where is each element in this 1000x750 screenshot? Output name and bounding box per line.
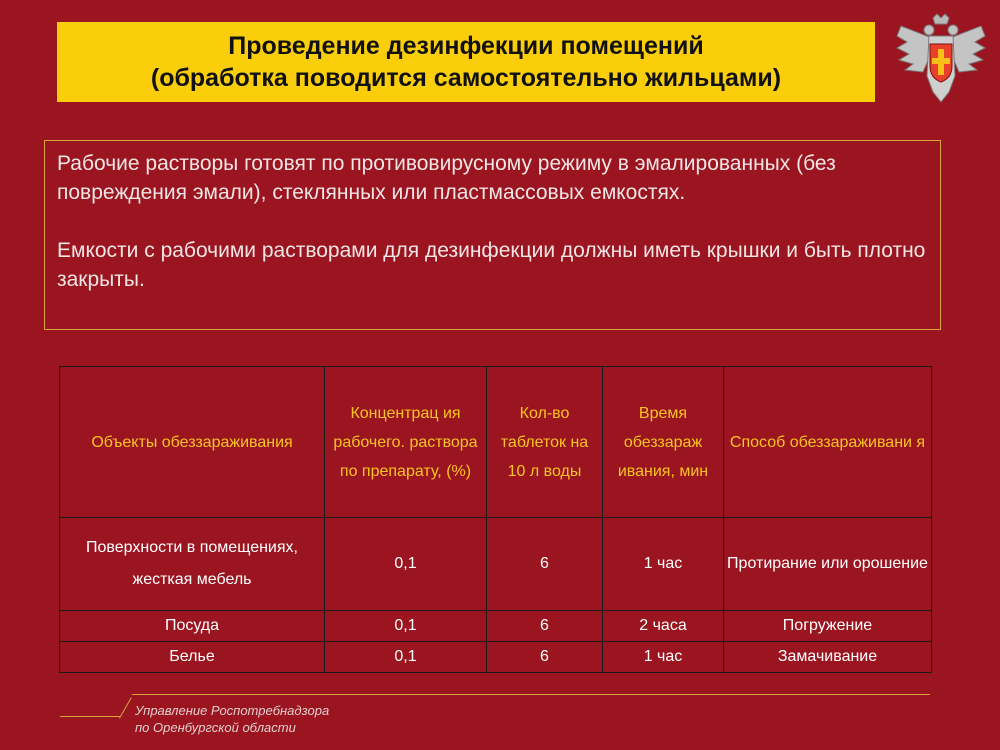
cell-time: 1 час <box>603 518 724 611</box>
header-concentration: Концентрац ия рабочего. раствора по препарату, (%) <box>325 367 487 518</box>
table-header-row <box>60 367 932 518</box>
disinfection-table <box>59 366 932 673</box>
double-headed-eagle-emblem-icon <box>893 12 989 104</box>
cell-tablets: 6 <box>487 611 603 642</box>
info-paragraph-2: Емкости с рабочими растворами для дезинфекции должны иметь крышки и быть плотно закрыты. <box>57 239 926 291</box>
cell-concentration: 0,1 <box>325 518 487 611</box>
table-row <box>60 611 932 642</box>
cell-object: Белье <box>60 642 325 673</box>
cell-concentration: 0,1 <box>325 611 487 642</box>
cell-method: Погружение <box>724 611 932 642</box>
cell-object: Посуда <box>60 611 325 642</box>
cell-concentration: 0,1 <box>325 642 487 673</box>
header-time: Время обеззараж ивания, мин <box>603 367 724 518</box>
page-subtitle: (обработка поводится самостоятельно жильцами) <box>150 64 782 92</box>
footer-divider-slant <box>119 697 132 718</box>
footer-line-1: Управление Роспотребнадзора <box>135 703 330 718</box>
cell-method: Протирание или орошение <box>724 518 932 611</box>
info-paragraph-1: Рабочие растворы готовят по противовирусному режиму в эмалированных (без повреждения эмали), стеклянных или пластмассовых емкостях. <box>57 152 836 204</box>
header-tablets: Кол-во таблеток на 10 л воды <box>487 367 603 518</box>
cell-time: 2 часа <box>603 611 724 642</box>
table-row <box>60 518 932 611</box>
footer-organization <box>135 702 329 736</box>
header-method: Способ обеззараживани я <box>724 367 932 518</box>
title-banner <box>57 22 875 102</box>
header-objects: Объекты обеззараживания <box>60 367 325 518</box>
cell-tablets: 6 <box>487 642 603 673</box>
footer-divider-right <box>132 694 930 695</box>
table-row <box>60 642 932 673</box>
info-box <box>44 140 941 330</box>
cell-tablets: 6 <box>487 518 603 611</box>
page-title: Проведение дезинфекции помещений <box>228 32 704 60</box>
footer-divider-left <box>60 716 120 717</box>
cell-method: Замачивание <box>724 642 932 673</box>
cell-time: 1 час <box>603 642 724 673</box>
cell-object: Поверхности в помещениях, жесткая мебель <box>60 518 325 611</box>
footer-line-2: по Оренбургской области <box>135 720 296 735</box>
